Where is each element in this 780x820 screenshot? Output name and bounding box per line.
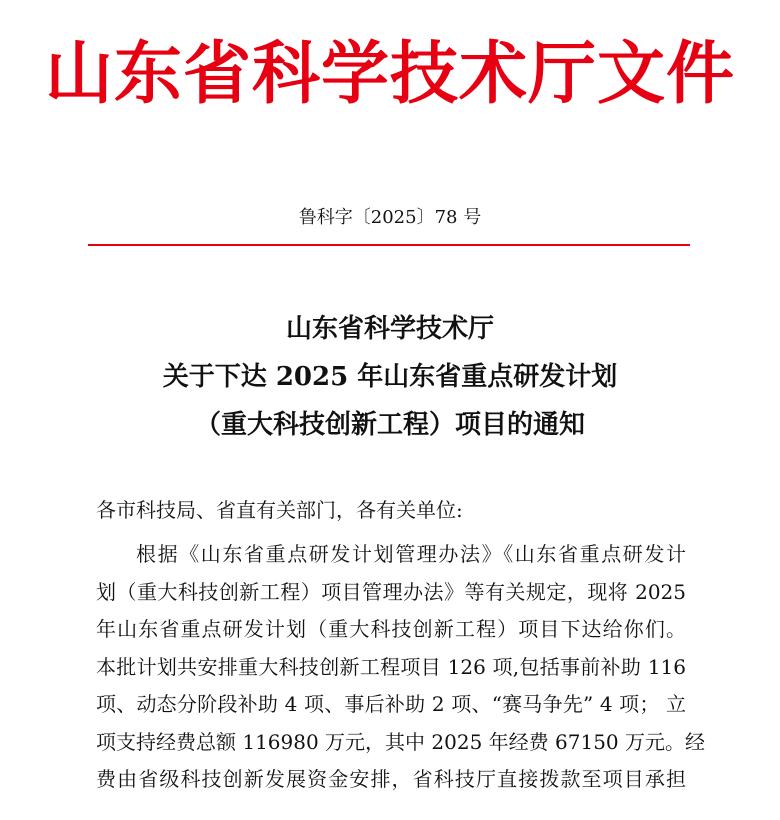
body-line: 年山东省重点研发计划（重大科技创新工程）项目下达给你们。 [96, 617, 686, 641]
body-line: 本批计划共安排重大科技创新工程项目 126 项,包括事前补助 116 [96, 654, 686, 679]
body-line: 费由省级科技创新发展资金安排，省科技厅直接拨款至项目承担 [96, 767, 686, 791]
body-line: 划（重大科技创新工程）项目管理办法》等有关规定，现将 2025 [96, 579, 686, 604]
body-line: 项支持经费总额 116980 万元，其中 2025 年经费 67150 万元。经 [96, 729, 706, 754]
document-header-title: 山东省科学技术厅文件 [44, 34, 735, 114]
notice-title [0, 305, 780, 449]
notice-title-line: 关于下达 2025 年山东省重点研发计划 [162, 362, 618, 392]
notice-title-line: 山东省科学技术厅 [285, 314, 494, 344]
document-number: 鲁科字〔2025〕78 号 [298, 207, 482, 228]
notice-title-line: （重大科技创新工程）项目的通知 [194, 410, 585, 440]
red-divider-line [88, 244, 690, 246]
body-line: 根据《山东省重点研发计划管理办法》《山东省重点研发计 [136, 542, 686, 566]
body-line: 项、动态分阶段补助 4 项、事后补助 2 项、“赛马争先” 4 项； 立 [96, 692, 686, 716]
salutation: 各市科技局、省直有关部门，各有关单位: [96, 498, 463, 522]
body-text [96, 536, 706, 799]
